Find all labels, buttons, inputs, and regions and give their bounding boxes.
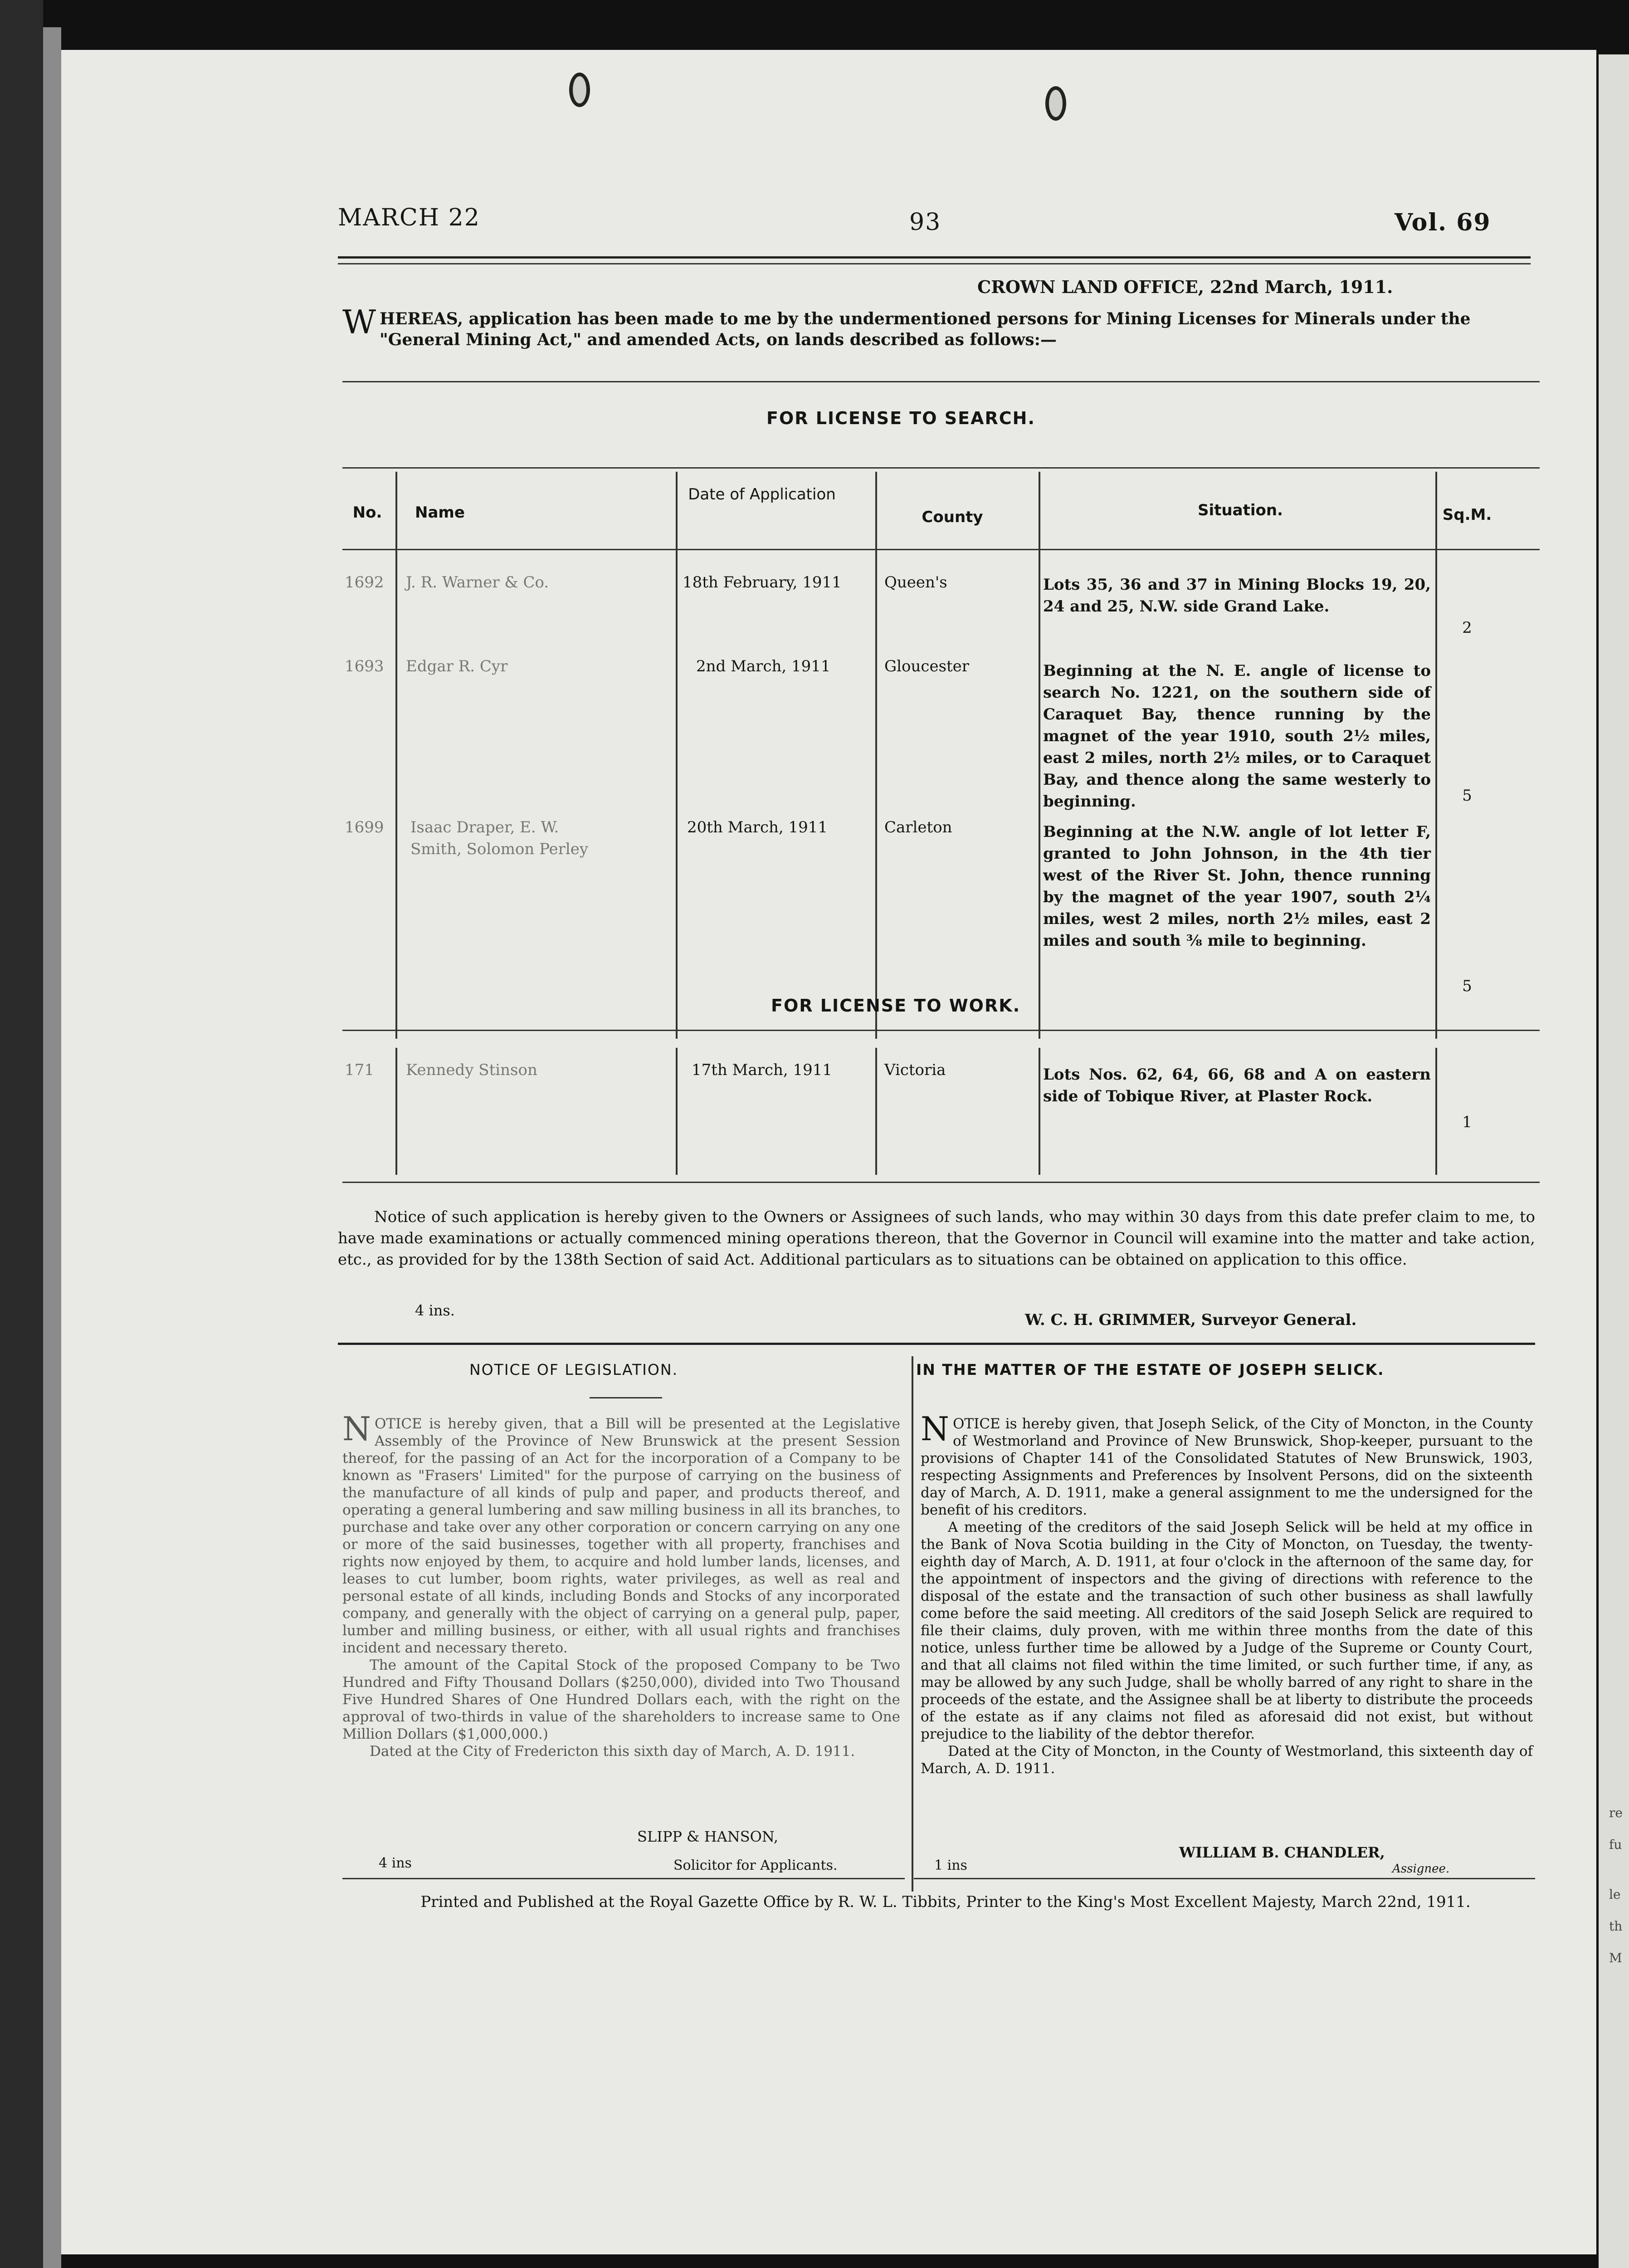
section-title-work: FOR LICENSE TO WORK. [771,996,1021,1016]
header-rule [338,263,1531,264]
row-date: 20th March, 1911 [687,818,828,836]
notice-paragraph: Notice of such application is hereby given to the Owners or Assignees of such lands, who may within 30 days from this date prefer claim to me, to have made examinations or actually commenced mining operations thereon, that the Governor in Council will examine into the matter and take action, etc., as provided for by the 138th Section of said Act. Additional particulars as to situations can be obtained on application to this office. [338,1208,1535,1269]
binding-hole [1045,86,1066,121]
col-header-no: No. [352,503,382,522]
issue-date: MARCH 22 [338,204,480,231]
divider [342,381,1540,382]
edge-fragment: fu [1609,1837,1622,1852]
row-sqm: 2 [1462,619,1472,637]
row-no: 1693 [345,657,384,675]
column-divider [395,1048,397,1175]
row-county: Carleton [884,818,952,836]
legislation-firm: SLIPP & HANSON, [637,1828,778,1845]
table-header-rule [342,549,1540,550]
binding-shadow [0,0,43,2268]
adjacent-page-edge [1599,54,1629,2268]
office-line: CROWN LAND OFFICE, 22nd March, 1911. [977,277,1393,297]
dropcap: W [342,303,376,341]
col-header-date: Date of Application [688,485,836,503]
column-divider [676,472,678,1039]
edge-fragment: th [1609,1919,1623,1934]
column-divider [875,472,877,1039]
edge-fragment: M [1609,1950,1622,1965]
row-date: 18th February, 1911 [683,573,842,591]
divider [914,1878,1535,1879]
edge-fragment: re [1609,1805,1623,1820]
section-title-search: FOR LICENSE TO SEARCH. [766,408,1035,428]
selick-paragraph: Dated at the City of Moncton, in the County of Westmorland, this sixteenth day of March, A. D. 1911. [921,1743,1533,1777]
table-top-rule [342,467,1540,469]
volume-number: Vol. 69 [1395,209,1491,236]
dropcap: N [342,1410,371,1448]
row-county: Queen's [884,573,947,591]
legislation-paragraph: OTICE is hereby given, that a Bill will be presented at the Legislative Assembly of the Province of New Brunswick at the present Session thereof, for the passing of an Act for the incorporation of a Company to be known as "Frasers' Limited" for the purpose of carrying on the business of the manufacture of all kinds of pulp and paper, and products thereof, and operating a general lumbering and saw milling business in all its branches, to purchase and take over any other corporation or concern carrying on any one or more of the said businesses, together with all property, franchises and rights now enjoyed by them, to acquire and hold lumber lands, licenses, and leases to cut lumber, boom rights, water privileges, as well as real and personal estate of all kinds, including Bonds and Stocks of any incorporated company, and generally with the object of carrying on a general pulp, paper, lumber and milling business, or either, with all usual rights and franchises incident and necessary thereto. [342,1416,900,1656]
selick-title: IN THE MATTER OF THE ESTATE OF JOSEPH SELICK. [916,1361,1385,1378]
legislation-body [342,1410,900,1760]
legislation-role: Solicitor for Applicants. [673,1857,838,1873]
col-header-name: Name [415,503,465,522]
selick-paragraph: OTICE is hereby given, that Joseph Selick, of the City of Moncton, in the County of Westmorland and Province of New Brunswick, Shop-keeper, pursuant to the provisions of Chapter 141 of the Consolidated Statutes of New Brunswick, 1903, respecting Assignments and Preferences by Insolvent Persons, did on the sixteenth day of March, A. D. 1911, make a general assignment to me the undersigned for the benefit of his creditors. [921,1416,1533,1518]
column-divider [395,472,397,1039]
divider [590,1397,662,1398]
selick-insertions: 1 ins [934,1857,967,1873]
row-county: Victoria [884,1061,946,1079]
printer-footer: Printed and Published at the Royal Gazette Office by R. W. L. Tibbits, Printer to the King's Most Excellent Majesty, March 22nd, 1911. [420,1893,1471,1911]
binding-hole [569,73,590,107]
row-situation: Beginning at the N.W. angle of lot letter F, granted to John Johnson, in the 4th tier west of the River St. John, thence running by the magnet of the year 1907, south 2¼ miles, west 2 miles, north 2½ miles, east 2 miles and south ⅜ mile to beginning. [1043,823,1431,950]
column-divider [1435,472,1437,1039]
row-name: J. R. Warner & Co. [406,573,549,591]
column-divider [912,1356,913,1892]
selick-body [921,1410,1533,1777]
legislation-paragraph: Dated at the City of Fredericton this sixth day of March, A. D. 1911. [370,1743,855,1760]
row-no: 1699 [345,818,384,836]
col-header-sqm: Sq.M. [1442,506,1492,524]
col-header-county: County [922,508,983,526]
row-sqm: 5 [1462,977,1472,995]
row-no: 171 [345,1061,374,1079]
legislation-title: NOTICE OF LEGISLATION. [469,1361,678,1378]
row-no: 1692 [345,573,384,591]
column-divider [1039,472,1040,1039]
header-rule [338,256,1531,259]
divider [338,1343,1535,1345]
selick-signature: WILLIAM B. CHANDLER, [1179,1844,1385,1861]
column-divider [676,1048,678,1175]
notice-insertions: 4 ins. [415,1302,455,1319]
column-divider [1039,1048,1040,1175]
divider [342,1878,905,1879]
col-header-situation: Situation. [1198,501,1283,519]
gazette-page [61,50,1596,2254]
edge-fragment: le [1609,1887,1621,1902]
legislation-insertions: 4 ins [379,1855,412,1871]
row-name: Isaac Draper, E. W. Smith, Solomon Perley [410,818,589,858]
row-sqm: 1 [1462,1113,1472,1131]
selick-paragraph: A meeting of the creditors of the said Joseph Selick will be held at my office in the Bank of Nova Scotia building in the City of Moncton, on Tuesday, the twenty-eighth day of March, A. D. 1911, at four o'clock in the afternoon of the same day, for the appointment of inspectors and the giving of directions with reference to the disposal of the estate and the transaction of such other business as shall lawfully come before the said meeting. All creditors of the said Joseph Selick are required to file their claims, duly proven, with me within three months from the date of this notice, unless further time be allowed by a Judge of the Supreme or County Court, and that all claims not filed within the time limited, or such further time, if any, as may be allowed by any such Judge, shall be wholly barred of any right to share in the proceeds of the estate, and the Assignee shall be at liberty to distribute the proceeds of the estate as if any claims not filed as aforesaid did not exist, but without prejudice to the liability of the debtor therefor. [921,1519,1533,1742]
column-divider [875,1048,877,1175]
row-name: Edgar R. Cyr [406,657,508,675]
row-name: Kennedy Stinson [406,1061,537,1079]
dropcap: N [921,1410,949,1448]
page-number: 93 [909,209,941,236]
row-situation: Lots 35, 36 and 37 in Mining Blocks 19, 20, 24 and 25, N.W. side Grand Lake. [1043,576,1431,616]
legislation-paragraph: The amount of the Capital Stock of the proposed Company to be Two Hundred and Fifty Thousand Dollars ($250,000), divided into Two Thousand Five Hundred Shares of One Hundred Dollars each, with the right on the approval of two-thirds in value of the shareholders to increase same to One Million Dollars ($1,000,000.) [342,1657,900,1742]
row-county: Gloucester [884,657,970,675]
table-bottom-rule [342,1182,1540,1183]
whereas-paragraph [342,303,1540,350]
row-situation: Lots Nos. 62, 64, 66, 68 and A on eastern side of Tobique River, at Plaster Rock. [1043,1066,1431,1105]
binding-edge [43,27,61,2268]
divider [342,1030,1540,1031]
row-date: 2nd March, 1911 [696,657,831,675]
selick-role: Assignee. [1392,1862,1450,1876]
row-date: 17th March, 1911 [692,1061,833,1079]
row-sqm: 5 [1462,787,1472,805]
whereas-text: HEREAS, application has been made to me by the undermentioned persons for Mining Licenses for Minerals under the "General Mining Act," and amended Acts, on lands described as follows:— [380,309,1471,349]
row-situation: Beginning at the N. E. angle of license to search No. 1221, on the southern side of Caraquet Bay, thence running by the magnet of the year 1910, south 2½ miles, east 2 miles, north 2½ miles, or to Caraquet Bay, and thence along the same westerly to beginning. [1043,662,1431,811]
column-divider [1435,1048,1437,1175]
notice-signature: W. C. H. GRIMMER, Surveyor General. [1025,1311,1357,1329]
